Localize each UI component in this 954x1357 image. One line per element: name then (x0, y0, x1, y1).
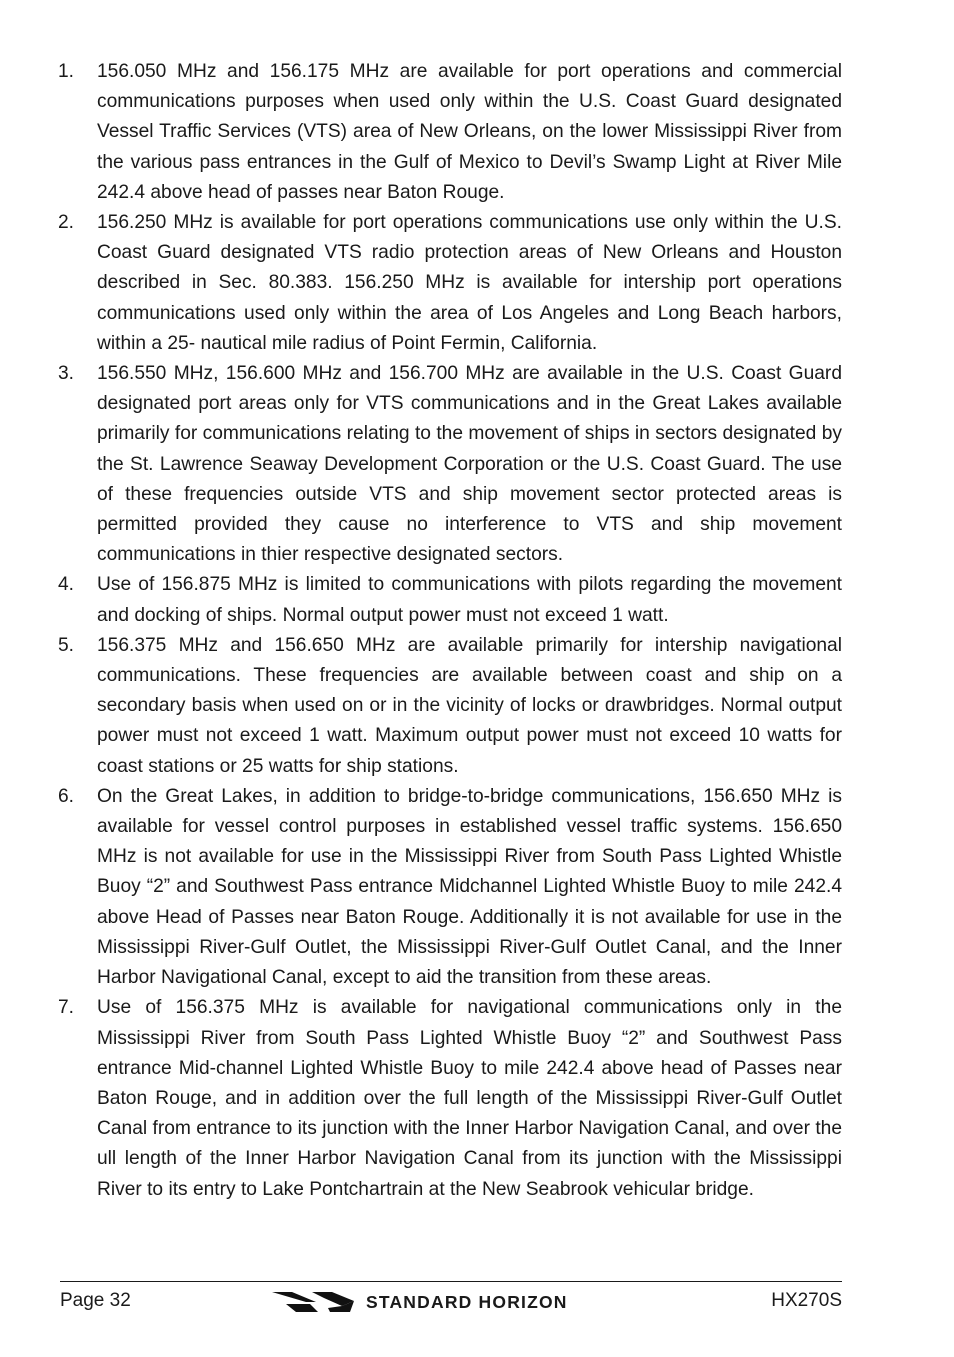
note-number: 4. (58, 574, 75, 596)
page-number: Page 32 (60, 1290, 131, 1311)
note-item (58, 993, 842, 1204)
note-item (58, 57, 842, 208)
note-number: 7. (58, 997, 75, 1019)
note-number: 1. (58, 61, 75, 82)
note-text: 156.050 MHz and 156.175 MHz are available for port operations and commercial communications purposes when used only within the U.S. Coast Guard designated Vessel Traffic Services (VTS) area of New Orleans, on the lower Mississippi River from the various pass entrances in the Gulf of Mexico to Devil’s Swamp Light at River Mile 242.4 above head of passes near Baton Rouge. (97, 61, 842, 203)
brand-mark-icon (272, 1290, 360, 1316)
note-number: 6. (58, 785, 75, 807)
note-item (58, 570, 842, 630)
note-number: 2. (58, 212, 75, 234)
note-item (58, 208, 842, 359)
note-number: 3. (58, 363, 75, 385)
note-text: Use of 156.375 MHz is available for navigational communications only in the Mississippi River from South Pass Lighted Whistle Buoy “2” and Southwest Pass entrance Mid-channel Lighted Whistle Buoy to mile 242.4 above head of Passes near Baton Rouge, and in addition over the full length of the Mississippi River-Gulf Outlet Canal from entrance to its junction with the Inner Harbor Navigation Canal, and over the ull length of the Inner Harbor Navigation Canal from its junction with the Mississippi River to its entry to Lake Pontchartrain at the New Seabrook vehicular bridge. (97, 997, 842, 1200)
note-text: On the Great Lakes, in addition to bridge-to-bridge communications, 156.650 MHz is available for vessel control purposes in established vessel traffic systems. 156.650 MHz is not available for use in the Mississippi River from South Pass Lighted Whistle Buoy “2” and Southwest Pass entrance Midchannel Lighted Whistle Buoy to mile 242.4 above Head of Passes near Baton Rouge. Additionally it is not available for use in the Mississippi River-Gulf Outlet, the Mississippi River-Gulf Outlet Canal, and the Inner Harbor Navigational Canal, except to aid the transition from these areas. (97, 785, 842, 989)
note-text: 156.250 MHz is available for port operations communications use only within the U.S. Coast Guard designated VTS radio protection areas of New Orleans and Houston described in Sec. 80.383. 156.250 MHz is available for intership port operations communications used only within the area of Los Angeles and Long Beach harbors, within a 25- nautical mile radius of Point Fermin, California. (97, 212, 842, 354)
note-item (58, 631, 842, 782)
note-text: 156.550 MHz, 156.600 MHz and 156.700 MHz are available in the U.S. Coast Guard designated port areas only for VTS communications and in the Great Lakes available primarily for communications relating to the movement of ships in sectors designated by the St. Lawrence Seaway Development Corporation or the U.S. Coast Guard. The use of these frequencies outside VTS and ship movement sector protected areas is permitted provided they cause no interference to VTS and ship movement communications in thier respective designated sectors. (97, 363, 842, 566)
standard-horizon-logo (272, 1290, 632, 1316)
note-text: Use of 156.875 MHz is limited to communications with pilots regarding the movement and docking of ships. Normal output power must not exceed 1 watt. (97, 574, 842, 626)
brand-name: STANDARD HORIZON (366, 1292, 568, 1312)
note-item (58, 359, 842, 570)
model-number: HX270S (771, 1290, 842, 1311)
page-footer (60, 1290, 842, 1318)
footer-divider (60, 1281, 842, 1282)
note-number: 5. (58, 634, 75, 656)
note-text: 156.375 MHz and 156.650 MHz are available primarily for intership navigational communications. These frequencies are available between coast and ship on a secondary basis when used on or in the vicinity of locks or drawbridges. Normal output power must not exceed 1 watt. Maximum output power must not exceed 10 watts for coast stations or 25 watts for ship stations. (97, 634, 842, 777)
frequency-notes-list (58, 57, 842, 1205)
note-item (58, 782, 842, 993)
